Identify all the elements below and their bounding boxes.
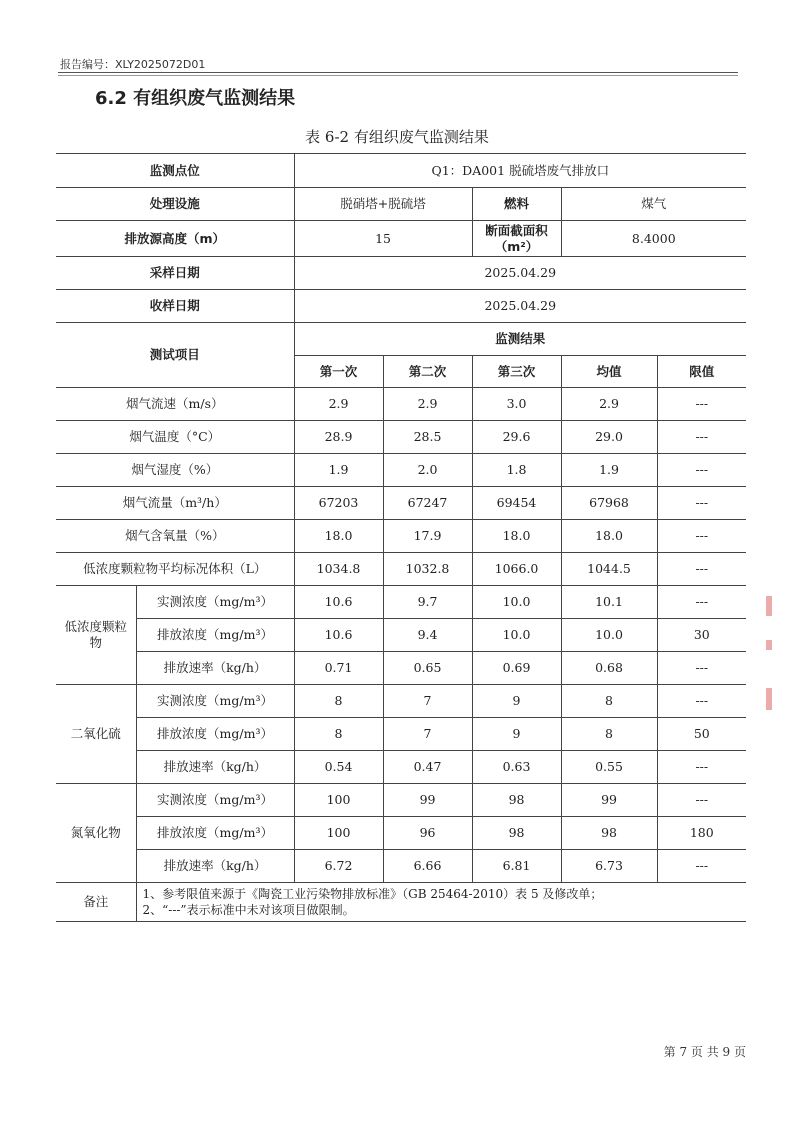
limit-header: 限值 bbox=[657, 356, 746, 388]
mean-value: 8 bbox=[561, 685, 657, 718]
second-value: 28.5 bbox=[383, 421, 472, 454]
second-value: 6.66 bbox=[383, 850, 472, 883]
third-value: 0.69 bbox=[472, 652, 561, 685]
item-label: 烟气温度（°C） bbox=[56, 421, 294, 454]
header-divider bbox=[58, 72, 738, 73]
first-value: 8 bbox=[294, 718, 383, 751]
second-value: 9.7 bbox=[383, 586, 472, 619]
mean-value: 98 bbox=[561, 817, 657, 850]
limit-value: --- bbox=[657, 553, 746, 586]
limit-value: --- bbox=[657, 850, 746, 883]
seal-mark bbox=[766, 596, 772, 616]
limit-value: --- bbox=[657, 751, 746, 784]
mean-value: 2.9 bbox=[561, 388, 657, 421]
second-value: 2.9 bbox=[383, 388, 472, 421]
seal-mark bbox=[766, 688, 772, 710]
table-row bbox=[56, 718, 746, 751]
mean-value: 8 bbox=[561, 718, 657, 751]
header-divider-thin bbox=[58, 75, 738, 76]
area-value: 8.4000 bbox=[561, 221, 746, 257]
table-row bbox=[56, 586, 746, 619]
table-row bbox=[56, 454, 746, 487]
second-value: 9.4 bbox=[383, 619, 472, 652]
first-value: 1.9 bbox=[294, 454, 383, 487]
third-value: 9 bbox=[472, 718, 561, 751]
item-label: 排放速率（kg/h） bbox=[136, 751, 294, 784]
third-value: 10.0 bbox=[472, 619, 561, 652]
item-label: 实测浓度（mg/m³） bbox=[136, 685, 294, 718]
mean-value: 0.68 bbox=[561, 652, 657, 685]
limit-value: 50 bbox=[657, 718, 746, 751]
point-value: Q1：DA001 脱硫塔废气排放口 bbox=[294, 154, 746, 188]
area-label-line1: 断面截面积 bbox=[485, 222, 548, 238]
facility-label: 处理设施 bbox=[56, 188, 294, 221]
test-item-label: 测试项目 bbox=[56, 323, 294, 388]
point-label: 监测点位 bbox=[56, 154, 294, 188]
first-value: 8 bbox=[294, 685, 383, 718]
table-row bbox=[56, 421, 746, 454]
item-label: 排放速率（kg/h） bbox=[136, 652, 294, 685]
limit-value: --- bbox=[657, 487, 746, 520]
second-value: 99 bbox=[383, 784, 472, 817]
limit-value: --- bbox=[657, 685, 746, 718]
mean-value: 1.9 bbox=[561, 454, 657, 487]
seal-mark bbox=[766, 640, 772, 650]
first-value: 0.71 bbox=[294, 652, 383, 685]
table-caption: 表 6-2 有组织废气监测结果 bbox=[305, 128, 489, 146]
limit-value: --- bbox=[657, 454, 746, 487]
third-value: 98 bbox=[472, 784, 561, 817]
first-header: 第一次 bbox=[294, 356, 383, 388]
second-value: 0.65 bbox=[383, 652, 472, 685]
third-value: 1.8 bbox=[472, 454, 561, 487]
item-label: 低浓度颗粒物平均标况体积（L） bbox=[56, 553, 294, 586]
table-row bbox=[56, 487, 746, 520]
receive-date-value: 2025.04.29 bbox=[294, 290, 746, 323]
monitoring-results-table bbox=[56, 153, 746, 922]
limit-value: 180 bbox=[657, 817, 746, 850]
remarks-content bbox=[136, 883, 746, 922]
first-value: 0.54 bbox=[294, 751, 383, 784]
table-row bbox=[56, 652, 746, 685]
table-row bbox=[56, 553, 746, 586]
area-label-line2: （m²） bbox=[494, 238, 539, 254]
limit-value: --- bbox=[657, 652, 746, 685]
third-value: 0.63 bbox=[472, 751, 561, 784]
fuel-value: 煤气 bbox=[561, 188, 746, 221]
height-value: 15 bbox=[294, 221, 472, 257]
table-row bbox=[56, 751, 746, 784]
table-row bbox=[56, 784, 746, 817]
item-label: 烟气流速（m/s） bbox=[56, 388, 294, 421]
item-label: 实测浓度（mg/m³） bbox=[136, 784, 294, 817]
sample-date-value: 2025.04.29 bbox=[294, 257, 746, 290]
remarks-row bbox=[56, 883, 746, 922]
remarks-label: 备注 bbox=[56, 883, 136, 922]
item-label: 排放浓度（mg/m³） bbox=[136, 619, 294, 652]
third-value: 29.6 bbox=[472, 421, 561, 454]
first-value: 10.6 bbox=[294, 619, 383, 652]
table-row bbox=[56, 685, 746, 718]
first-value: 18.0 bbox=[294, 520, 383, 553]
pollutant-group-label: 低浓度颗粒物 bbox=[56, 586, 136, 685]
item-label: 烟气含氧量（%） bbox=[56, 520, 294, 553]
mean-value: 29.0 bbox=[561, 421, 657, 454]
second-value: 2.0 bbox=[383, 454, 472, 487]
second-value: 96 bbox=[383, 817, 472, 850]
table-row bbox=[56, 619, 746, 652]
third-value: 18.0 bbox=[472, 520, 561, 553]
second-header: 第二次 bbox=[383, 356, 472, 388]
fuel-label: 燃料 bbox=[472, 188, 561, 221]
limit-value: 30 bbox=[657, 619, 746, 652]
item-label: 实测浓度（mg/m³） bbox=[136, 586, 294, 619]
item-label: 排放速率（kg/h） bbox=[136, 850, 294, 883]
table-row bbox=[56, 850, 746, 883]
second-value: 1032.8 bbox=[383, 553, 472, 586]
page-number: 第 7 页 共 9 页 bbox=[663, 1045, 746, 1059]
limit-value: --- bbox=[657, 421, 746, 454]
facility-value: 脱硝塔+脱硫塔 bbox=[294, 188, 472, 221]
mean-value: 10.1 bbox=[561, 586, 657, 619]
third-value: 3.0 bbox=[472, 388, 561, 421]
first-value: 1034.8 bbox=[294, 553, 383, 586]
mean-value: 1044.5 bbox=[561, 553, 657, 586]
limit-value: --- bbox=[657, 586, 746, 619]
mean-value: 67968 bbox=[561, 487, 657, 520]
mean-header: 均值 bbox=[561, 356, 657, 388]
third-value: 98 bbox=[472, 817, 561, 850]
height-label: 排放源高度（m） bbox=[56, 221, 294, 257]
item-label: 烟气流量（m³/h） bbox=[56, 487, 294, 520]
mean-value: 10.0 bbox=[561, 619, 657, 652]
pollutant-group-label: 氮氧化物 bbox=[56, 784, 136, 883]
table-row bbox=[56, 520, 746, 553]
receive-date-label: 收样日期 bbox=[56, 290, 294, 323]
item-label: 排放浓度（mg/m³） bbox=[136, 718, 294, 751]
first-value: 10.6 bbox=[294, 586, 383, 619]
second-value: 7 bbox=[383, 685, 472, 718]
second-value: 67247 bbox=[383, 487, 472, 520]
third-value: 10.0 bbox=[472, 586, 561, 619]
pollutant-group-label: 二氧化硫 bbox=[56, 685, 136, 784]
mean-value: 99 bbox=[561, 784, 657, 817]
table-row bbox=[56, 388, 746, 421]
item-label: 烟气湿度（%） bbox=[56, 454, 294, 487]
first-value: 67203 bbox=[294, 487, 383, 520]
second-value: 7 bbox=[383, 718, 472, 751]
limit-value: --- bbox=[657, 784, 746, 817]
third-header: 第三次 bbox=[472, 356, 561, 388]
limit-value: --- bbox=[657, 520, 746, 553]
first-value: 100 bbox=[294, 817, 383, 850]
area-label bbox=[472, 221, 561, 257]
remark-line: 2、“---”表示标准中未对该项目做限制。 bbox=[142, 903, 355, 918]
results-label: 监测结果 bbox=[294, 323, 746, 356]
first-value: 6.72 bbox=[294, 850, 383, 883]
mean-value: 0.55 bbox=[561, 751, 657, 784]
mean-value: 18.0 bbox=[561, 520, 657, 553]
item-label: 排放浓度（mg/m³） bbox=[136, 817, 294, 850]
third-value: 9 bbox=[472, 685, 561, 718]
first-value: 2.9 bbox=[294, 388, 383, 421]
first-value: 100 bbox=[294, 784, 383, 817]
table-row bbox=[56, 817, 746, 850]
section-title: 6.2 有组织废气监测结果 bbox=[95, 88, 296, 109]
third-value: 69454 bbox=[472, 487, 561, 520]
second-value: 17.9 bbox=[383, 520, 472, 553]
report-number: 报告编号：XLY2025072D01 bbox=[60, 58, 206, 71]
third-value: 6.81 bbox=[472, 850, 561, 883]
first-value: 28.9 bbox=[294, 421, 383, 454]
mean-value: 6.73 bbox=[561, 850, 657, 883]
third-value: 1066.0 bbox=[472, 553, 561, 586]
remark-line: 1、参考限值来源于《陶瓷工业污染物排放标准》（GB 25464-2010）表 5 及修改单； bbox=[142, 887, 603, 901]
sample-date-label: 采样日期 bbox=[56, 257, 294, 290]
second-value: 0.47 bbox=[383, 751, 472, 784]
limit-value: --- bbox=[657, 388, 746, 421]
